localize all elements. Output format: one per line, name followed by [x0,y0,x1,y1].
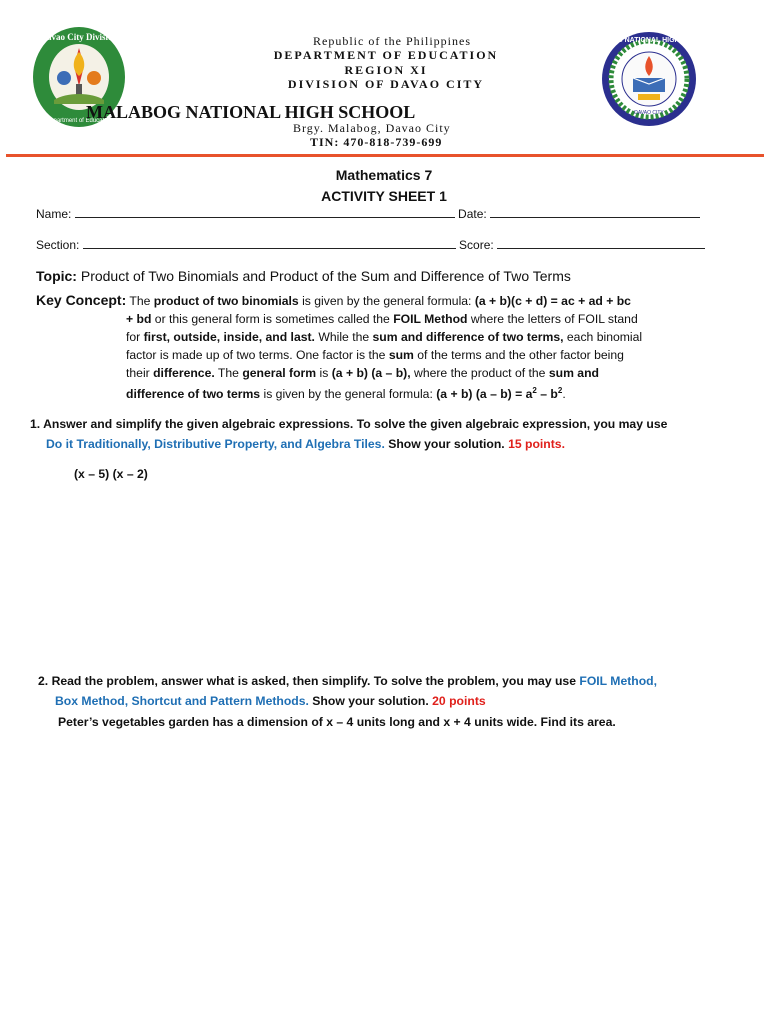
kc-text: is given by the general formula: [260,387,437,402]
sheet-title: ACTIVITY SHEET 1 [321,188,447,204]
right-logo-text: MALABOG NATIONAL HIGH SCHOOL [586,37,712,44]
q2-instruction: Read the problem, answer what is asked, then simplify. To solve the problem, you may use [51,674,580,688]
region-line: REGION XI [344,63,428,77]
key-concept [36,291,736,403]
score-field[interactable] [497,237,705,249]
q2-number: 2. [38,674,49,688]
kc-formula: (a + b) (a – b), [331,366,411,380]
q2-problem: Peter’s vegetables garden has a dimension of x – 4 units long and x + 4 units wide. Find its area. [58,715,616,729]
kc-bold: sum [388,348,414,362]
q1-expression: (x – 5) (x – 2) [74,467,148,481]
kc-bold: first, outside, inside, and last. [143,330,315,344]
kc-bold: difference. [153,366,215,380]
kc-bold: product of two binomials [153,294,299,308]
kc-text: The [214,366,243,380]
q1-points: 15 points. [508,437,565,451]
topic-label: Topic: [36,268,77,284]
date-label: Date: [458,207,487,221]
left-logo-bottom-text: Department of Education [45,118,113,124]
division-line: DIVISION OF DAVAO CITY [287,77,485,91]
q1-show: Show your solution. [384,437,509,451]
kc-text: . [562,387,566,402]
q2-methods: Box Method, Shortcut and Pattern Methods. [55,694,309,708]
section-field[interactable] [83,237,456,249]
kc-text: While the [314,330,373,344]
kc-text: is [316,366,332,380]
name-field[interactable] [75,206,455,218]
kc-formula: + bd [126,312,152,326]
q1-methods: Do it Traditionally, Distributive Property, and Algebra Tiles. [46,437,385,451]
kc-text: each binomial [563,330,643,344]
kc-bold: sum and difference of two terms, [372,330,564,344]
topic-text: Product of Two Binomials and Product of the Sum and Difference of Two Terms [80,268,571,284]
school-tin: TIN: 470-818-739-699 [310,135,443,149]
kc-text: factor is made up of two terms. One factor is the [126,348,389,362]
q2-method-foil: FOIL Method, [579,674,658,688]
q1-number: 1. [30,417,41,431]
school-name: MALABOG NATIONAL HIGH SCHOOL [86,102,416,122]
kc-bold: FOIL Method [393,312,468,326]
school-address: Brgy. Malabog, Davao City [293,121,451,135]
key-concept-label: Key Concept: [36,292,127,308]
kc-text: for [126,330,144,344]
left-logo-top-text: Davao City Division [40,32,118,42]
kc-bold: difference of two terms [126,387,261,402]
name-label: Name: [36,207,72,221]
subject-title: Mathematics 7 [335,167,433,183]
kc-bold: general form [242,366,317,380]
kc-text: The [129,294,154,308]
q1-answer-area[interactable] [46,490,736,660]
q2-answer-area[interactable] [46,740,736,1000]
kc-text: where the letters of FOIL stand [467,312,638,326]
kc-text: where the product of the [410,366,549,380]
right-logo-bottom: DAVAO CITY [634,110,664,116]
kc-superscript: 2 [532,386,537,395]
score-label: Score: [459,238,494,252]
department-line: DEPARTMENT OF EDUCATION [273,48,499,62]
q2-points: 20 points [432,694,486,708]
kc-formula: (a + b) (a – b) = a [436,387,533,402]
kc-bold: sum and [548,366,599,380]
header-divider [6,154,764,157]
kc-text: is given by the general formula: [298,294,475,308]
section-label: Section: [36,238,80,252]
kc-text: of the terms and the other factor being [413,348,624,362]
date-field[interactable] [490,206,700,218]
kc-formula: – b [536,387,558,402]
q2-show: Show your solution. [308,694,433,708]
kc-superscript: 2 [557,386,563,395]
kc-text: their [126,366,154,380]
kc-formula: (a + b)(c + d) = ac + ad + bc [474,294,631,308]
q1-instruction: Answer and simplify the given algebraic expressions. To solve the given algebraic expression, you may use [43,417,668,431]
kc-text: or this general form is sometimes called the [151,312,394,326]
republic-line: Republic of the Philippines [313,34,471,48]
